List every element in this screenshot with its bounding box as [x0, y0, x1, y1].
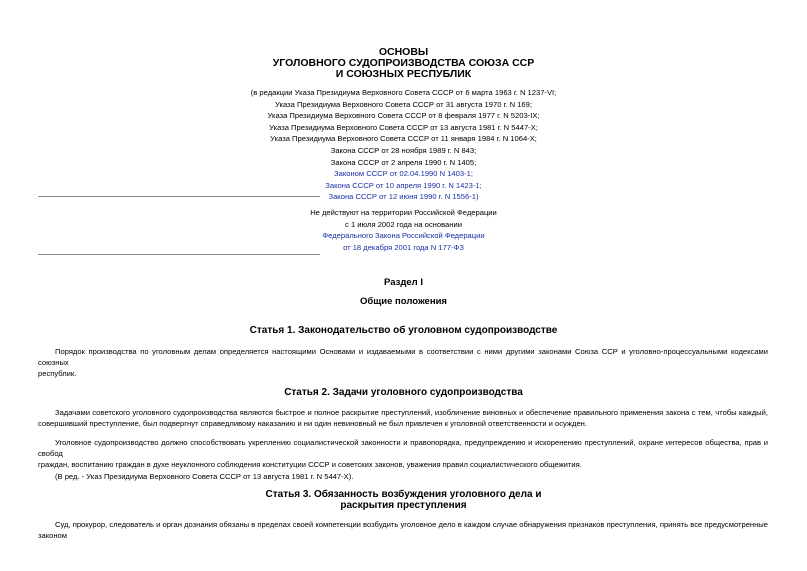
article-3-heading-line-1: Статья 3. Обязанность возбуждения уголовного дела и	[265, 489, 542, 500]
article-2-heading: Статья 2. Задачи уголовного судопроизводства	[284, 387, 523, 398]
notice-law-link[interactable]: Федерального Закона Российской Федерации	[322, 231, 485, 241]
paragraph-line: Уголовное судопроизводство должно способствовать укреплению социалистической законности и правопорядка, предупреждению и искоренению преступлений, охране интересов общества, прав и свобод	[38, 438, 768, 459]
edition-line: Указа Президиума Верховного Совета СССР от 8 февраля 1977 г. N 5203-IX;	[267, 111, 540, 121]
notice-line-2: с 1 июля 2002 года на основании	[345, 219, 462, 229]
article-3-heading-line-2: раскрытия преступления	[340, 500, 467, 511]
paragraph-line: Порядок производства по уголовным делам определяется настоящими Основами и издаваемыми в соответствии с ними другими законами Союза ССР и уголовно-процессуальными кодексами союзных	[38, 347, 768, 368]
article-1-paragraph	[38, 346, 768, 380]
notice-law-date-link[interactable]: от 18 декабря 2001 года N 177-ФЗ	[343, 242, 464, 252]
paragraph-line: республик.	[38, 369, 77, 379]
section-label: Раздел I	[384, 277, 423, 288]
edition-line: Закона СССР от 28 ноября 1989 г. N 843;	[330, 146, 477, 155]
paragraph-line: Задачами советского уголовного судопроизводства являются быстрое и полное раскрытие преступлений, изобличение виновных и обеспечение правильного применения закона с тем, чтобы каждый,	[55, 408, 768, 417]
paragraph-line: Суд, прокурор, следователь и орган дознания обязаны в пределах своей компетенции возбудить уголовное дело в каждом случае обнаружения признаков преступления, принять все предусмотренные законом	[38, 520, 768, 541]
amendment-note: (В ред. - Указ Президиума Верховного Совета СССР от 13 августа 1981 г. N 5447-X).	[55, 471, 354, 481]
edition-link[interactable]: Законом СССР от 02.04.1990 N 1403-1;	[334, 169, 473, 179]
article-2-paragraph-2	[38, 437, 768, 482]
divider-top	[38, 196, 320, 197]
article-2-paragraph-1	[38, 407, 768, 429]
paragraph-line: совершивший преступление, был подвергнут справедливому наказанию и ни один невиновный не был привлечен к уголовной ответственности и осужден.	[38, 419, 587, 429]
divider-bottom	[38, 254, 320, 255]
section-title: Общие положения	[360, 296, 447, 307]
paragraph-line: граждан, воспитанию граждан в духе неуклонного соблюдения конституции СССР и советских законов, уважения правил социалистического общежития.	[38, 460, 582, 470]
article-1-heading: Статья 1. Законодательство об уголовном судопроизводстве	[249, 325, 558, 336]
edition-line: Закона СССР от 2 апреля 1990 г. N 1405;	[330, 157, 477, 167]
document-title-line-3: И СОЮЗНЫХ РЕСПУБЛИК	[335, 68, 472, 80]
article-3-paragraph	[38, 519, 768, 541]
edition-line: (в редакции Указа Президиума Верховного Совета СССР от 6 марта 1963 г. N 1237-VI;	[250, 88, 557, 97]
edition-link[interactable]: Закона СССР от 12 июня 1990 г. N 1556-1)	[328, 192, 479, 202]
edition-link[interactable]: Закона СССР от 10 апреля 1990 г. N 1423-1;	[325, 180, 482, 190]
document-title-line-1: ОСНОВЫ	[378, 46, 429, 58]
edition-line: Указа Президиума Верховного Совета СССР от 11 января 1984 г. N 1064-X;	[270, 134, 537, 144]
edition-line: Указа Президиума Верховного Совета СССР от 13 августа 1981 г. N 5447-X;	[269, 122, 538, 132]
edition-line: Указа Президиума Верховного Совета СССР от 31 августа 1970 г. N 169;	[275, 99, 532, 109]
notice-line-1: Не действуют на территории Российской Федерации	[310, 208, 497, 217]
document-title-line-2: УГОЛОВНОГО СУДОПРОИЗВОДСТВА СОЮЗА ССР	[272, 57, 535, 69]
